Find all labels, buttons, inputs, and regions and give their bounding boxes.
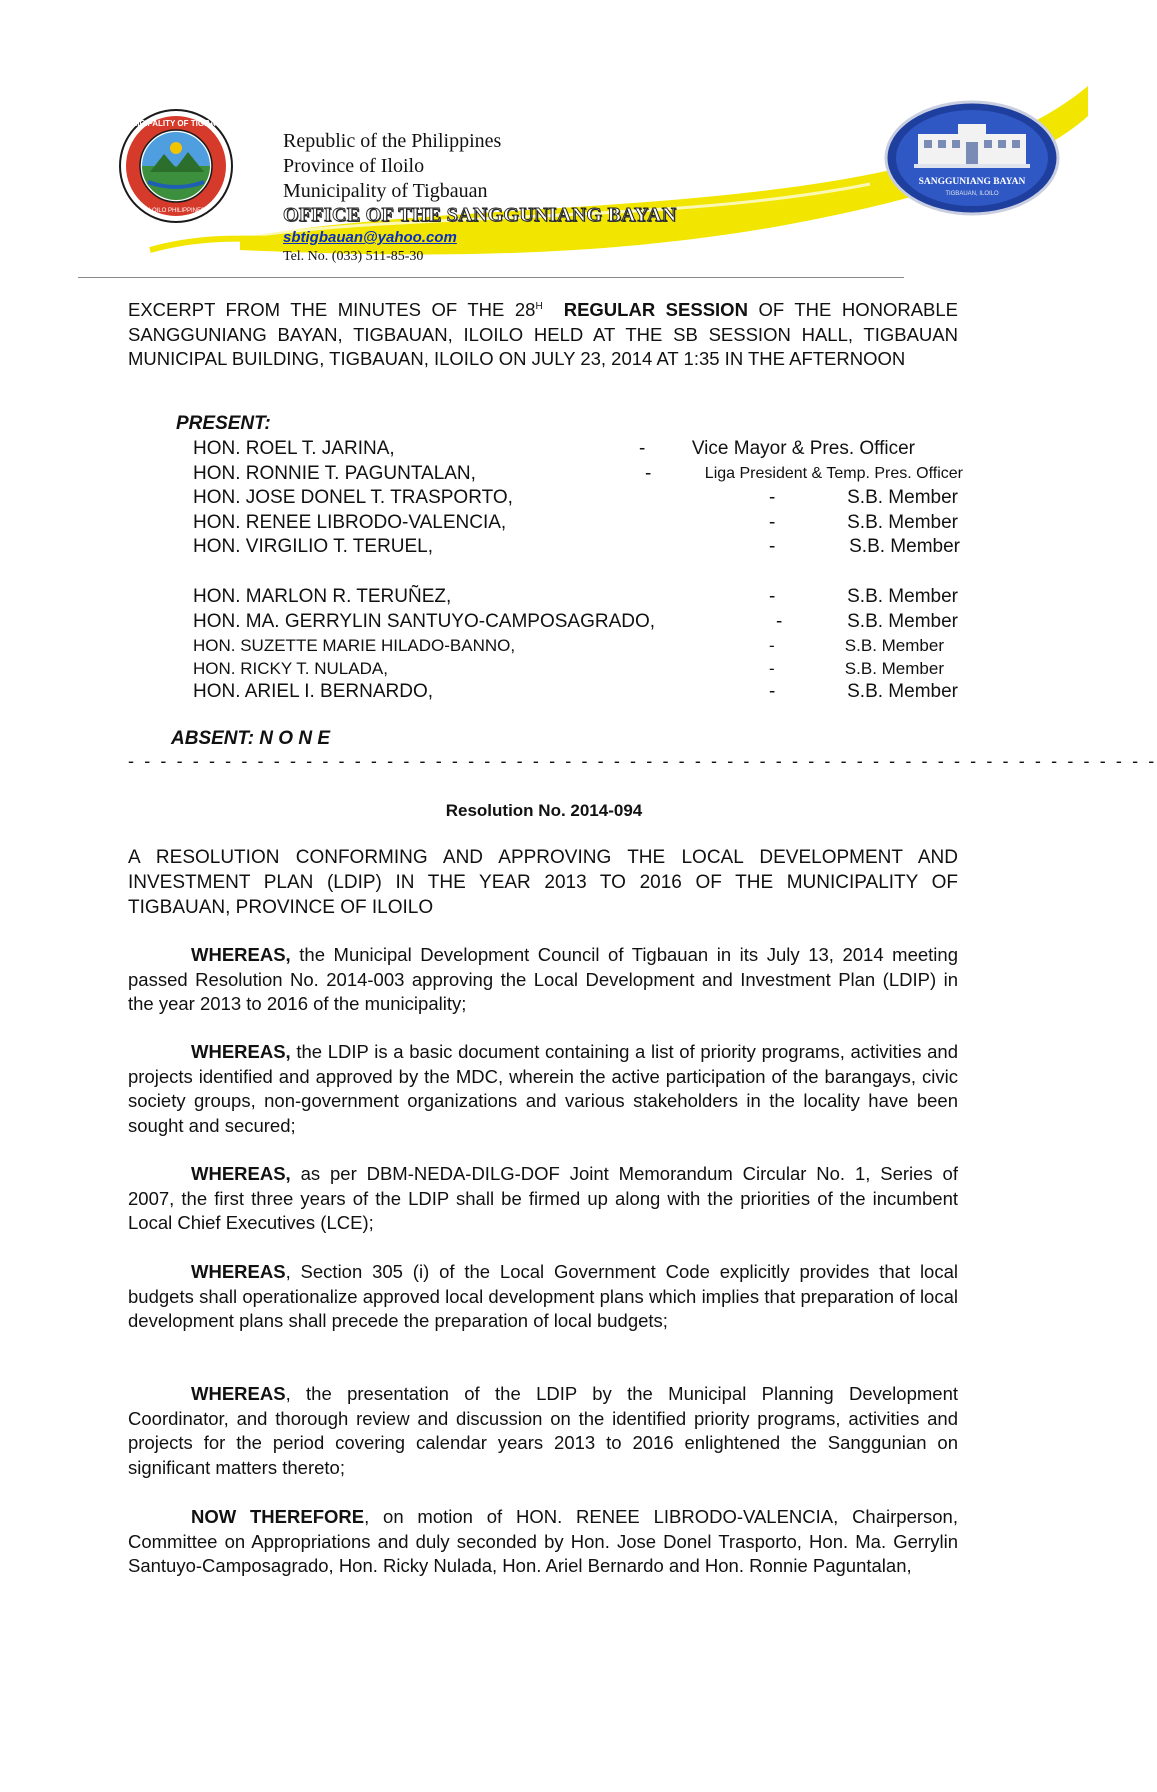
- member-row: [193, 462, 963, 487]
- paragraph-lead: WHEREAS,: [191, 1163, 291, 1184]
- resolution-number: Resolution No. 2014-094: [445, 801, 643, 820]
- seal-left-top-text: MUNICIPALITY OF TIGBAUAN: [119, 119, 233, 128]
- paragraph-text: , the presentation of the LDIP by the Municipal Planning Development Coordinator, and thorough review and discussion on the identified priority programs, activities and projects for the period covering calendar years 2013 to 2016 enlightened the Sanggunian on significant matters thereto;: [128, 1383, 958, 1478]
- seal-right-text: SANGGUNIANG BAYAN: [918, 177, 1026, 187]
- member-dash: -: [769, 586, 776, 607]
- member-dash: -: [645, 462, 652, 484]
- letterhead-republic: Republic of the Philippines: [283, 130, 502, 152]
- member-position: S.B. Member: [847, 586, 958, 607]
- letterhead-province: Province of Iloilo: [283, 155, 425, 177]
- municipal-seal-icon: [118, 108, 234, 224]
- paragraph-text: as per DBM-NEDA-DILG-DOF Joint Memorandum Circular No. 1, Series of 2007, the first three years of the LDIP shall be firmed up along with the priorities of the incumbent Local Chief Executives (LCE);: [128, 1163, 958, 1234]
- member-row: [193, 610, 963, 635]
- attendance-list: [193, 437, 963, 560]
- member-position: S.B. Member: [847, 487, 958, 508]
- present-heading: PRESENT:: [176, 413, 271, 434]
- member-name: HON. SUZETTE MARIE HILADO-BANNO,: [193, 636, 516, 655]
- sangguniang-bayan-seal-icon: [884, 100, 1060, 216]
- resolution-title: A RESOLUTION CONFORMING AND APPROVING THE LOCAL DEVELOPMENT AND INVESTMENT PLAN (LDIP) IN THE YEAR 2013 TO 2016 OF THE MUNICIPALITY OF TIGBAUAN, PROVINCE OF ILOILO: [128, 847, 958, 918]
- member-name: HON. RICKY T. NULADA,: [193, 659, 388, 678]
- member-position: Vice Mayor & Pres. Officer: [691, 438, 915, 459]
- excerpt-ordinal-suffix: H: [535, 300, 543, 312]
- whereas-paragraph-3: [128, 1162, 958, 1236]
- paragraph-text: the Municipal Development Council of Tigbauan in its July 13, 2014 meeting passed Resolution No. 2014-003 approving the Local Development and Investment Plan (LDIP) in the year 2013 to 2016 of the municipality;: [128, 944, 958, 1015]
- member-row: [193, 680, 963, 705]
- separator-line: - - - - - - - - - - - - - - - - - - - - - - - - - - - - - - - - - - - - - - - - - - - - - - - - - - - - - - - - - - - - - - - -: [128, 751, 1157, 771]
- member-position: S.B. Member: [849, 536, 960, 557]
- member-name: HON. VIRGILIO T. TERUEL,: [193, 536, 434, 557]
- seal-left-bottom-text: ILOILO PHILIPPINES: [146, 208, 206, 214]
- paragraph-text: the LDIP is a basic document containing a list of priority programs, activities and projects identified and approved by the MDC, wherein the active participation of the barangays, civic society groups, non-government organizations and various stakeholders in the locality have been sought and secured;: [128, 1041, 958, 1136]
- letterhead-rule: [78, 277, 904, 278]
- member-row: [193, 634, 963, 657]
- letterhead-email-link[interactable]: sbtigbauan@yahoo.com: [283, 229, 457, 246]
- member-name: HON. ROEL T. JARINA,: [193, 438, 395, 459]
- member-row: [193, 535, 963, 560]
- member-name: HON. ARIEL I. BERNARDO,: [193, 681, 434, 702]
- paragraph-text: , Section 305 (i) of the Local Government Code explicitly provides that local budgets shall operationalize approved local development plans which implies that preparation of local development plans shall precede the preparation of local budgets;: [128, 1261, 958, 1332]
- letterhead: [283, 129, 676, 266]
- member-dash: -: [769, 659, 775, 678]
- paragraph-lead: WHEREAS,: [191, 1041, 291, 1062]
- member-dash: -: [769, 536, 776, 557]
- letterhead-tel: Tel. No. (033) 511-85-30: [283, 249, 424, 264]
- member-name: HON. RONNIE T. PAGUNTALAN,: [193, 462, 476, 484]
- excerpt-session-type: REGULAR SESSION: [563, 299, 748, 320]
- member-position: S.B. Member: [847, 511, 958, 533]
- attendance-list-2: [193, 585, 963, 705]
- member-dash: -: [769, 511, 776, 533]
- whereas-paragraph-4: [128, 1260, 958, 1334]
- member-name: HON. MA. GERRYLIN SANTUYO-CAMPOSAGRADO,: [193, 610, 656, 632]
- member-name: HON. MARLON R. TERUÑEZ,: [193, 586, 452, 607]
- member-dash: -: [776, 610, 783, 632]
- paragraph-lead: NOW THEREFORE: [191, 1506, 365, 1527]
- member-position: S.B. Member: [847, 610, 958, 632]
- excerpt-text-1: EXCERPT FROM THE MINUTES OF THE 28: [128, 299, 536, 320]
- paragraph-text: , on motion of HON. RENEE LIBRODO-VALENCIA, Chairperson, Committee on Appropriations and duly seconded by Hon. Jose Donel Trasporto, Hon. Ma. Gerrylin Santuyo-Camposagrado, Hon. Ricky Nulada, Hon. Ariel Bernardo and Hon. Ronnie Paguntalan,: [128, 1506, 958, 1577]
- whereas-paragraph-2: [128, 1040, 958, 1138]
- member-name: HON. RENEE LIBRODO-VALENCIA,: [193, 511, 507, 533]
- member-dash: -: [769, 681, 776, 702]
- whereas-paragraph-1: [128, 943, 958, 1017]
- member-position: Liga President & Temp. Pres. Officer: [704, 464, 963, 482]
- letterhead-office: OFFICE OF THE SANGGUNIANG BAYAN: [283, 204, 677, 226]
- member-row: [193, 585, 963, 610]
- member-row: [193, 511, 963, 536]
- paragraph-lead: WHEREAS: [191, 1383, 286, 1404]
- member-position: S.B. Member: [847, 681, 958, 702]
- excerpt-text-2: OF THE HONORABLE SANGGUNIANG BAYAN, TIGBAUAN, ILOILO HELD AT THE SB SESSION HALL, TIGBAUAN MUNICIPAL BUILDING, TIGBAUAN, ILOILO ON JULY 23, 2014 AT 1:35 IN THE AFTERNOON: [128, 299, 958, 369]
- member-position: S.B. Member: [844, 659, 944, 678]
- whereas-paragraph-5: [128, 1382, 958, 1480]
- paragraph-lead: WHEREAS,: [191, 944, 291, 965]
- member-dash: -: [769, 487, 776, 508]
- absent-line: ABSENT: N O N E: [171, 728, 331, 749]
- member-row: [193, 437, 963, 462]
- member-dash: -: [639, 438, 646, 459]
- member-name: HON. JOSE DONEL T. TRASPORTO,: [193, 487, 513, 508]
- now-therefore-paragraph: [128, 1505, 958, 1579]
- member-dash: -: [769, 636, 775, 655]
- member-row: [193, 486, 963, 511]
- paragraph-lead: WHEREAS: [191, 1261, 286, 1282]
- member-row: [193, 657, 963, 680]
- minutes-excerpt: [128, 298, 958, 372]
- member-position: S.B. Member: [844, 636, 944, 655]
- letterhead-municipality: Municipality of Tigbauan: [283, 180, 488, 202]
- seal-right-subtext: TIGBAUAN, ILOILO: [945, 191, 999, 197]
